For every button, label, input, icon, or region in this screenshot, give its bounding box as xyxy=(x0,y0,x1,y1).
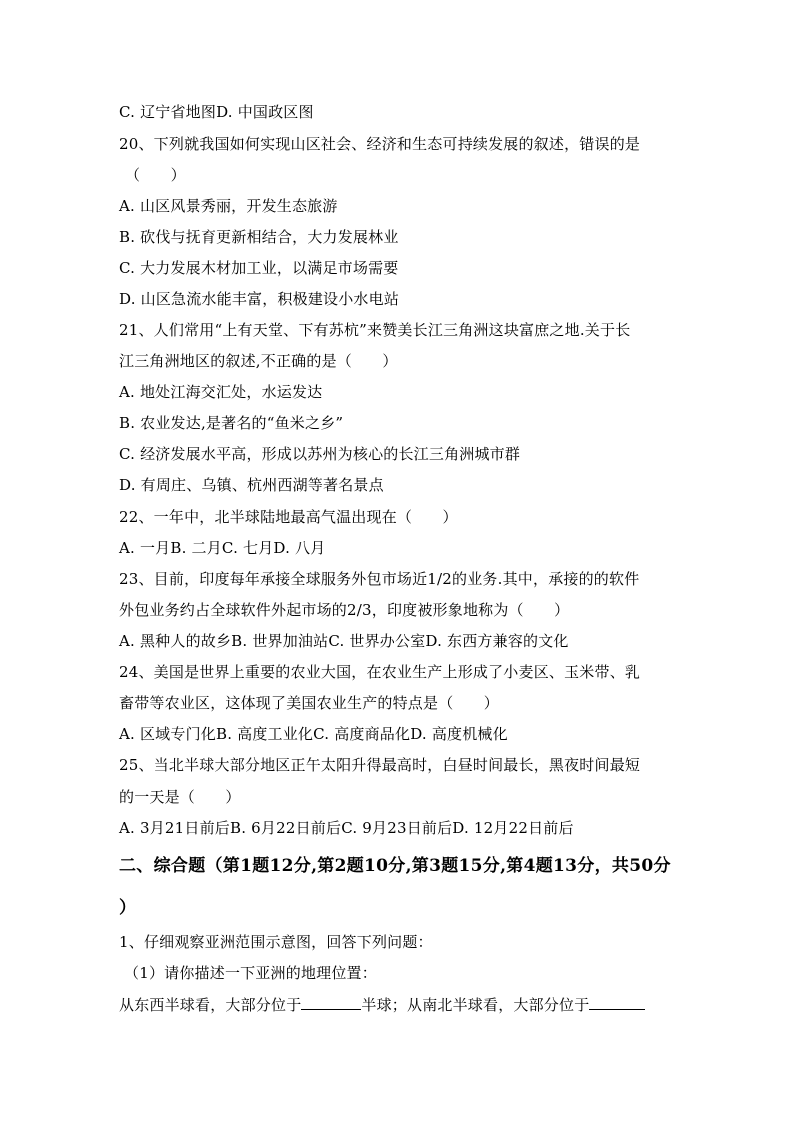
question-23-text-line1: 23、目前，印度每年承接全球服务外包市场近1/2的业务.其中，承接的的软件 xyxy=(119,570,640,588)
option-20-a: A. 山区风景秀丽，开发生态旅游 xyxy=(119,197,338,215)
option-21-a: A. 地处江海交汇处，水运发达 xyxy=(119,383,323,401)
option-21-d: D. 有周庄、乌镇、杭州西湖等著名景点 xyxy=(119,476,384,494)
option-line-q19-c-d: C. 辽宁省地图D. 中国政区图 xyxy=(119,103,314,121)
answer-blank-2[interactable] xyxy=(589,995,645,1010)
question-25-text-line1: 25、当北半球大部分地区正午太阳升得最高时，白昼时间最长，黑夜时间最短 xyxy=(119,756,641,774)
question-21-text-line2: 江三角洲地区的叙述,不正确的是（ ） xyxy=(119,352,398,370)
question-24-text-line1: 24、美国是世界上重要的农业大国，在农业生产上形成了小麦区、玉米带、乳 xyxy=(119,663,641,681)
answer-blank-1[interactable] xyxy=(301,995,361,1010)
question-25-text-line2: 的一天是（ ） xyxy=(119,788,241,806)
question-24-text-line2: 畜带等农业区，这体现了美国农业生产的特点是（ ） xyxy=(119,694,500,712)
option-21-c: C. 经济发展水平高，形成以苏州为核心的长江三角洲城市群 xyxy=(119,445,521,463)
option-21-b: B. 农业发达,是著名的“鱼米之乡” xyxy=(119,414,344,432)
question-23-text-line2: 外包业务约占全球软件外起市场的2/3，印度被形象地称为（ ） xyxy=(119,601,570,619)
q1-fill-line xyxy=(119,995,645,1015)
options-24: A. 区域专门化B. 高度工业化C. 高度商品化D. 高度机械化 xyxy=(119,725,508,743)
question-20-text: 20、下列就我国如何实现山区社会、经济和生态可持续发展的叙述，错误的是 xyxy=(119,135,641,153)
section-heading-line1: 二、综合题（第1题12分,第2题10分,第3题15分,第4题13分，共50分 xyxy=(119,856,671,876)
q1-sub1: （1）请你描述一下亚洲的地理位置： xyxy=(124,964,377,982)
options-25: A. 3月21日前后B. 6月22日前后C. 9月23日前后D. 12月22日前后 xyxy=(119,819,574,837)
option-20-b: B. 砍伐与抚育更新相结合，大力发展林业 xyxy=(119,228,399,246)
question-21-text-line1: 21、人们常用“上有天堂、下有苏杭”来赞美长江三角洲这块富庶之地.关于长 xyxy=(119,321,631,339)
option-20-d: D. 山区急流水能丰富，积极建设小水电站 xyxy=(119,290,400,308)
option-20-c: C. 大力发展木材加工业，以满足市场需要 xyxy=(119,259,399,277)
question-22-text: 22、一年中，北半球陆地最高气温出现在（ ） xyxy=(119,508,458,526)
question-20-answer-bracket: （ ） xyxy=(125,166,186,184)
options-22: A. 一月B. 二月C. 七月D. 八月 xyxy=(119,539,326,557)
fill-text-part2: 半球；从南北半球看，大部分位于 xyxy=(361,996,590,1014)
fill-text-part1: 从东西半球看，大部分位于 xyxy=(119,996,302,1014)
options-23: A. 黑种人的故乡B. 世界加油站C. 世界办公室D. 东西方兼容的文化 xyxy=(119,632,569,650)
section-heading-line2: ） xyxy=(119,898,137,918)
q1-intro: 1、仔细观察亚洲范围示意图，回答下列问题： xyxy=(119,933,433,951)
